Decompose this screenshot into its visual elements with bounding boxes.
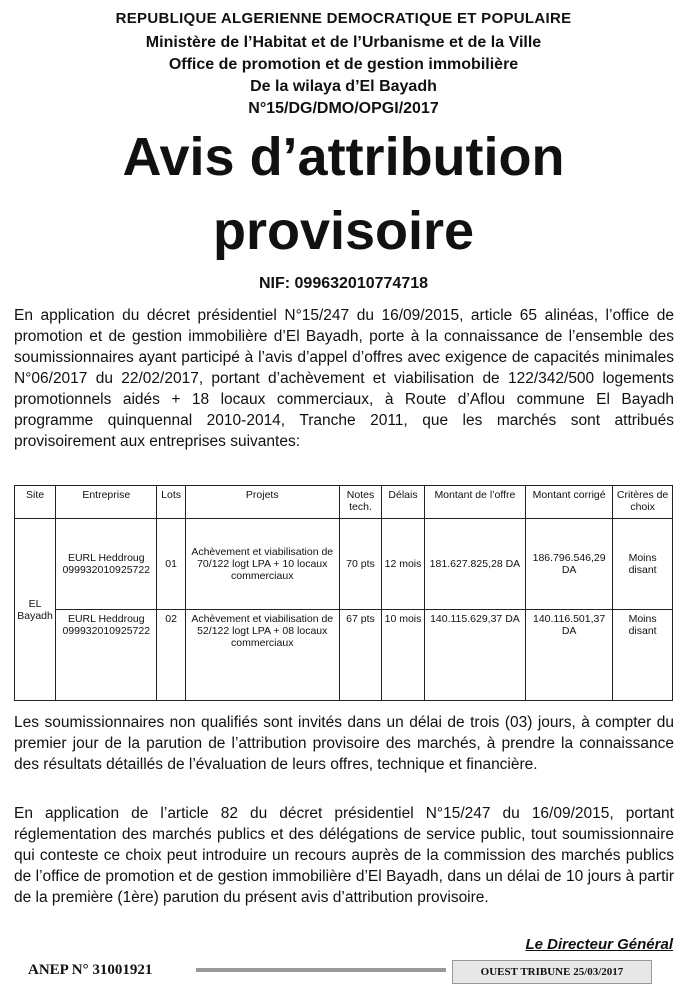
header-wilaya: De la wilaya d’El Bayadh	[250, 78, 437, 95]
non-qualified-paragraph: Les soumissionnaires non qualifiés sont invités dans un délai de trois (03) jours, à compter du premier jour de la parution de l’attribution provisoire des marchés, à prendre la connaissance des résultats détaillés de l’évaluation de leurs offres, technique et financière.	[14, 714, 674, 773]
col-header-entreprise: Entreprise	[56, 486, 157, 519]
col-header-delais: Délais	[382, 486, 425, 519]
critere-cell: Moins disant	[613, 519, 673, 610]
note-cell: 70 pts	[339, 519, 382, 610]
montant-corrige-cell: 186.796.546,29 DA	[526, 519, 613, 610]
col-header-lots: Lots	[157, 486, 185, 519]
intro-paragraph: En application du décret présidentiel N°15/247 du 16/09/2015, article 65 alinéas, l’office de promotion et de gestion immobilière d’El Bayadh, porte à la connaissance de l’ensemble des soumissionnaires ayant participé à l’avis d’appel d’offres avec exigence de capacités minimales N°06/2017 du 22/02/2017, portant d’achèvement et viabilisation de 122/342/500 logements promotionnels aidés + 18 locaux commerciaux, à Route d’Aflou commune El Bayadh programme quinquennal 2010-2014, Tranche 2011, que les marchés sont attribués provisoirement aux entreprises suivantes:	[14, 307, 674, 450]
montant-corrige-cell: 140.116.501,37 DA	[526, 610, 613, 701]
critere-cell: Moins disant	[613, 610, 673, 701]
col-header-criteres: Critères de choix	[613, 486, 673, 519]
entreprise-cell: EURL Heddroug 099932010925722	[56, 610, 157, 701]
lot-cell: 02	[157, 610, 185, 701]
signature: Le Directeur Général	[525, 936, 673, 953]
note-cell: 67 pts	[339, 610, 382, 701]
col-header-montant-offre: Montant de l’offre	[424, 486, 525, 519]
entreprise-cell: EURL Heddroug 099932010925722	[56, 519, 157, 610]
anep-number: ANEP N° 31001921	[28, 962, 153, 978]
col-header-montant-corrige: Montant corrigé	[526, 486, 613, 519]
delai-cell: 12 mois	[382, 519, 425, 610]
header-reference: N°15/DG/DMO/OPGI/2017	[248, 100, 439, 117]
page-title-line1: Avis d’attribution	[122, 127, 565, 187]
page-title-line2: provisoire	[212, 201, 475, 261]
table-header-row	[15, 486, 673, 519]
site-cell: EL Bayadh	[15, 519, 56, 701]
appeal-paragraph: En application de l’article 82 du décret présidentiel N°15/247 du 16/09/2015, portant réglementation des marchés publics et des délégations de service public, tout soumissionnaire qui conteste ce choix peut introduire un recours auprès de la commission des marchés publics de l’office de promotion et de gestion immobilière d’El Bayadh, dans un délai de 10 jours à partir de la première (1ère) parution du présent avis d’attribution provisoire.	[14, 805, 674, 906]
publication-stamp: OUEST TRIBUNE 25/03/2017	[452, 960, 652, 984]
table-row	[15, 519, 673, 610]
col-header-projets: Projets	[185, 486, 339, 519]
col-header-notes: Notes tech.	[339, 486, 382, 519]
montant-offre-cell: 140.115.629,37 DA	[424, 610, 525, 701]
attribution-table	[14, 485, 673, 701]
lot-cell: 01	[157, 519, 185, 610]
projet-cell: Achèvement et viabilisation de 70/122 logt LPA + 10 locaux commerciaux	[185, 519, 339, 610]
header-ministry: Ministère de l’Habitat et de l’Urbanisme et de la Ville	[145, 34, 542, 51]
header-republic: REPUBLIQUE ALGERIENNE DEMOCRATIQUE ET POPULAIRE	[115, 10, 572, 27]
col-header-site: Site	[15, 486, 56, 519]
table-row	[15, 610, 673, 701]
delai-cell: 10 mois	[382, 610, 425, 701]
nif-number: NIF: 09963201077471​8	[258, 275, 429, 292]
footer-divider	[196, 968, 446, 972]
montant-offre-cell: 181.627.825,28 DA	[424, 519, 525, 610]
header-office: Office de promotion et de gestion immobilière	[168, 56, 519, 73]
projet-cell: Achèvement et viabilisation de 52/122 logt LPA + 08 locaux commerciaux	[185, 610, 339, 701]
